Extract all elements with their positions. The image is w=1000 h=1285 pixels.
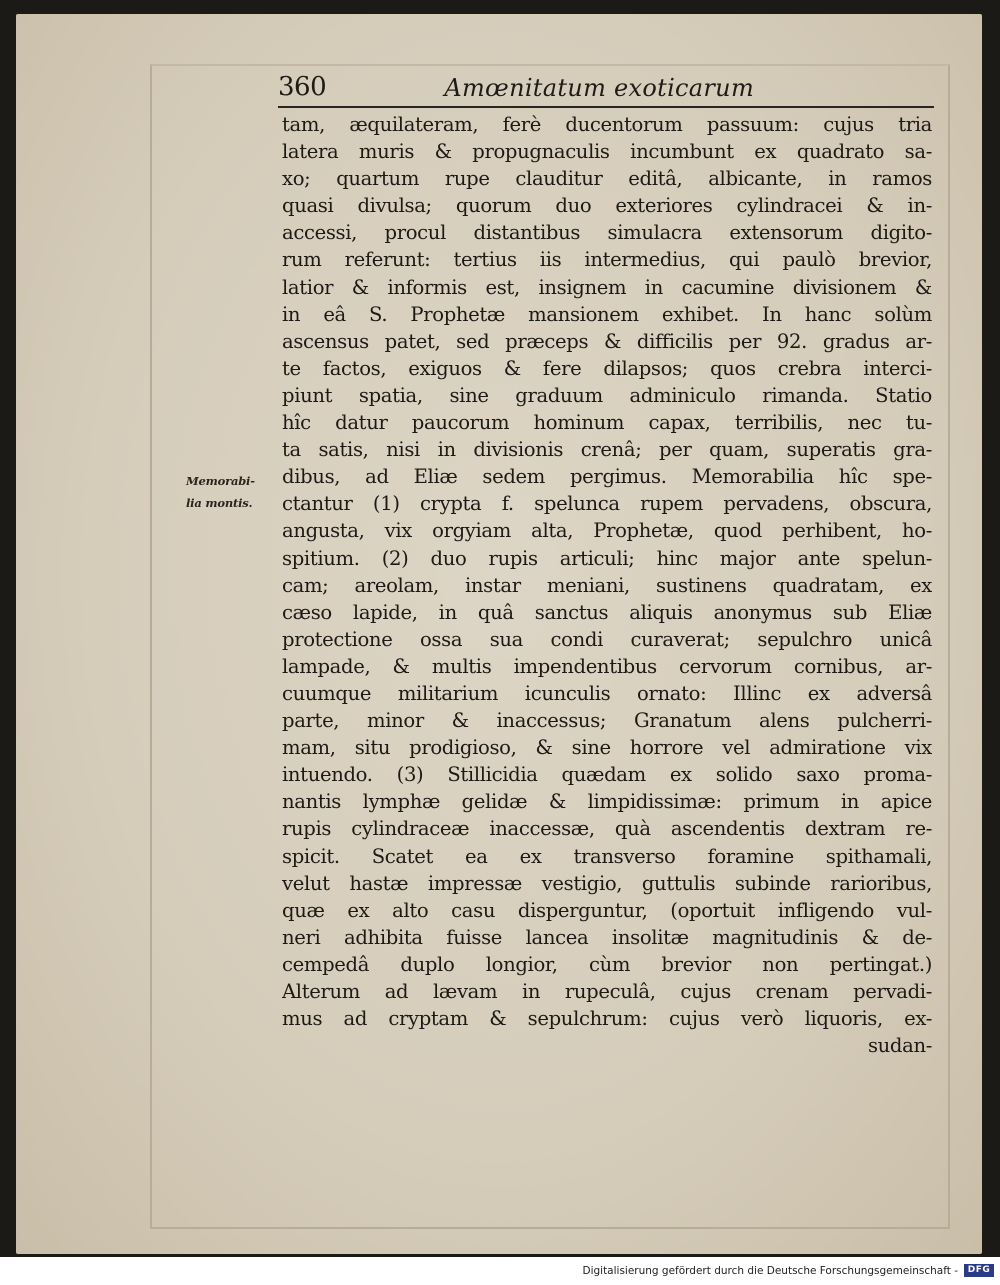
text-line: intuendo. (3) Stillicidia quædam ex solido saxo proma- — [282, 763, 932, 787]
text-line: cæso lapide, in quâ sanctus aliquis anonymus sub Eliæ — [282, 600, 932, 624]
text-line: mus ad cryptam & sepulchrum: cujus verò liquoris, ex- — [282, 1007, 932, 1031]
text-line: protectione ossa sua condi curaverat; sepulchro unicâ — [282, 627, 932, 651]
text-line: nantis lymphæ gelidæ & limpidissimæ: primum in apice — [282, 790, 932, 814]
text-line: cam; areolam, instar meniani, sustinens quadratam, ex — [282, 573, 932, 597]
text-line: sudan- — [867, 1034, 932, 1058]
text-line: piunt spatia, sine graduum adminiculo rimanda. Statio — [282, 383, 932, 407]
margin-note-line: Memorabi- — [186, 474, 255, 488]
text-line: latior & informis est, insignem in cacumine divisionem & — [282, 275, 932, 299]
text-line: cempedâ duplo longior, cùm brevior non pertingat.) — [282, 952, 932, 976]
margin-note — [186, 470, 278, 514]
text-line: in eâ S. Prophetæ mansionem exhibet. In hanc solùm — [282, 302, 932, 326]
text-line: mam, situ prodigioso, & sine horrore vel admiratione vix — [282, 736, 932, 760]
text-line: accessi, procul distantibus simulacra extensorum digito- — [282, 221, 932, 245]
dfg-logo: DFG — [964, 1264, 994, 1277]
body-text — [282, 111, 932, 1059]
text-line: dibus, ad Eliæ sedem pergimus. Memorabilia hîc spe- — [282, 465, 932, 489]
text-line: lampade, & multis impendentibus cervorum cornibus, ar- — [282, 654, 932, 678]
text-line: parte, minor & inaccessus; Granatum alens pulcherri- — [282, 709, 932, 733]
text-line: velut hastæ impressæ vestigio, guttulis subinde rarioribus, — [282, 871, 932, 895]
text-line: cuumque militarium icunculis ornato: Illinc ex adversâ — [282, 681, 932, 705]
running-head: Amœnitatum exoticarum — [444, 74, 754, 102]
text-line: spicit. Scatet ea ex transverso foramine spithamali, — [282, 844, 932, 868]
footer-bar — [0, 1257, 1000, 1285]
text-line: xo; quartum rupe clauditur editâ, albicante, in ramos — [282, 167, 932, 191]
text-line: tam, æquilateram, ferè ducentorum passuum: cujus tria — [282, 113, 932, 136]
text-line: rum referunt: tertius iis intermedius, qui paulò brevior, — [282, 248, 932, 272]
page-header — [278, 70, 930, 104]
text-line: neri adhibita fuisse lancea insolitæ magnitudinis & de- — [282, 925, 932, 949]
text-line: angusta, vix orgyiam alta, Prophetæ, quod perhibent, ho- — [282, 519, 932, 543]
margin-note-line: lia montis. — [186, 496, 253, 510]
text-line: te factos, exiguos & fere dilapsos; quos crebra interci- — [282, 356, 932, 380]
text-line: quæ ex alto casu disperguntur, (oportuit infligendo vul- — [282, 898, 932, 922]
text-line: spitium. (2) duo rupis articuli; hinc major ante spelun- — [282, 546, 932, 570]
text-line: rupis cylindraceæ inaccessæ, quà ascendentis dextram re- — [282, 817, 932, 841]
text-line: ta satis, nisi in divisionis crenâ; per quam, superatis gra- — [282, 438, 932, 462]
text-line: quasi divulsa; quorum duo exteriores cylindracei & in- — [282, 194, 932, 218]
page-number: 360 — [278, 72, 327, 102]
text-line: Alterum ad lævam in rupeculâ, cujus crenam pervadi- — [282, 980, 932, 1003]
header-rule — [278, 106, 934, 108]
text-line: ctantur (1) crypta f. spelunca rupem pervadens, obscura, — [282, 492, 932, 516]
text-line: hîc datur paucorum hominum capax, terribilis, nec tu- — [282, 411, 932, 435]
footer-credit: Digitalisierung gefördert durch die Deutsche Forschungsgemeinschaft - — [582, 1265, 958, 1277]
text-line: ascensus patet, sed præceps & difficilis per 92. gradus ar- — [282, 329, 932, 353]
text-line: latera muris & propugnaculis incumbunt ex quadrato sa- — [282, 140, 932, 164]
